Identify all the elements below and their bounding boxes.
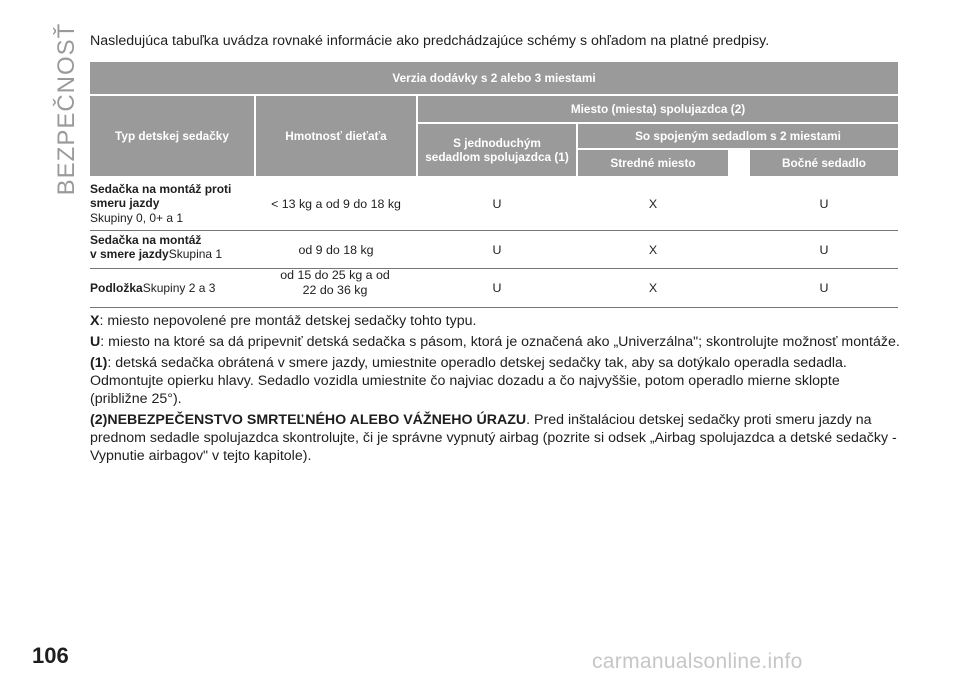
- watermark: carmanualsonline.info: [592, 650, 803, 673]
- section-label-text: BEZPEČNOSŤ: [53, 22, 80, 196]
- table-row-2-side: U: [819, 242, 829, 257]
- note-1-text: : detská sedačka obrátená v smere jazdy, umiestnite operadlo detskej sedačky tak, aby sa dotýkalo operadla sedadla. Odmontujte opierku hlavy. Sedadlo vozidla umiestnite čo najviac dozadu a čo najvyššie, potom operadlo mierne sklopte (približne 25°).: [90, 355, 847, 407]
- header-weight: Hmotnosť dieťaťa: [256, 96, 416, 176]
- table-row-3-weight: [260, 270, 410, 306]
- table-row-2-single: U: [492, 242, 502, 257]
- child-seat-table: [90, 62, 898, 308]
- note-x-key: X: [90, 313, 100, 329]
- note-u-text: : miesto na ktoré sa dá pripevniť detská sedačka s pásom, ktorá je označená ako „Univerzálna"; skontrolujte možnosť montáže.: [100, 334, 900, 350]
- note-2: [90, 411, 900, 465]
- header-seat-type: Typ detskej sedačky: [90, 96, 254, 176]
- section-label: [52, 22, 82, 196]
- table-row-1-weight: < 13 kg a od 9 do 18 kg: [271, 196, 401, 211]
- note-x-text: : miesto nepovolené pre montáž detskej sedačky tohto typu.: [99, 313, 477, 329]
- table-row-3-single: U: [492, 280, 502, 295]
- header-passenger: Miesto (miesta) spolujazdca (2): [418, 96, 898, 122]
- notes: [90, 312, 900, 468]
- table-row-3-side: U: [819, 280, 829, 295]
- row-divider: [90, 307, 898, 308]
- row-divider: [90, 230, 898, 231]
- header-side-seat: Bočné sedadlo: [750, 150, 898, 176]
- row-1-type-bold: Sedačka na montáž proti smeru jazdy: [90, 182, 232, 211]
- note-x: [90, 312, 900, 330]
- note-2-text: . Pred inštaláciou detskej sedačky proti smeru jazdy na prednom sedadle spolujazdca skontrolujte, či je správne vypnutý airbag (pozrite si odsek „Airbag spolujazdca a detské sedačky - Vypnutie airbagov" v tejto kapitole).: [90, 412, 897, 464]
- table-row-3-type: [90, 270, 256, 306]
- note-1: [90, 354, 900, 408]
- note-1-key: (1): [90, 355, 108, 371]
- note-u: [90, 333, 900, 351]
- table-row-2-weight: od 9 do 18 kg: [298, 242, 374, 257]
- note-2-key: (2)NEBEZPEČENSTVO SMRTEĽNÉHO ALEBO VÁŽNEHO ÚRAZU: [90, 412, 527, 428]
- row-3-weight-text: od 15 do 25 kg a od 22 do 36 kg: [280, 268, 390, 297]
- header-middle-seat: Stredné miesto: [578, 150, 728, 176]
- row-2-type-bold: Sedačka na montáž v smere jazdy: [90, 233, 202, 262]
- row-2-type-normal: Skupina 1: [168, 247, 223, 262]
- header-single-seat: S jednoduchým sedadlom spolujazdca (1): [418, 124, 576, 176]
- table-row-1-single: U: [492, 196, 502, 211]
- row-3-type-bold: Podložka: [90, 280, 143, 295]
- table-row-1-type: [90, 180, 254, 230]
- header-double-seat: So spojeným sedadlom s 2 miestami: [578, 124, 898, 148]
- page-number: 106: [32, 643, 69, 668]
- table-row-2-middle: X: [648, 242, 658, 257]
- table-row-3-middle: X: [648, 280, 658, 295]
- row-3-type-normal: Skupiny 2 a 3: [142, 280, 216, 295]
- intro-text: Nasledujúca tabuľka uvádza rovnaké informácie ako predchádzajúce schémy s ohľadom na platné predpisy.: [90, 33, 770, 49]
- row-divider: [90, 268, 898, 269]
- table-row-1-side: U: [819, 196, 829, 211]
- table-row-1-middle: X: [648, 196, 658, 211]
- note-u-key: U: [90, 334, 101, 350]
- table-row-2-type: [90, 233, 260, 267]
- row-1-type-normal: Skupiny 0, 0+ a 1: [90, 210, 184, 225]
- table-title: Verzia dodávky s 2 alebo 3 miestami: [90, 62, 898, 94]
